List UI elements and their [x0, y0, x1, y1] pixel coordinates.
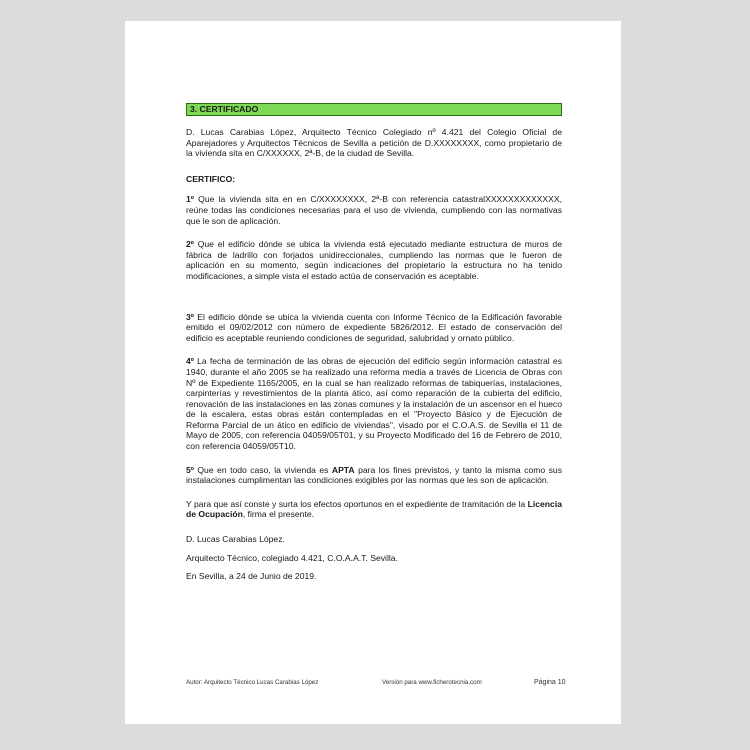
- item-text-after: para los fines previstos, y tanto la misma como sus instalaciones cumplimentan las condiciones exigibles por las normas que les son de aplicación.: [186, 464, 562, 486]
- signature-credentials: Arquitecto Técnico, colegiado 4.421, C.O.A.A.T. Sevilla.: [186, 552, 398, 563]
- certified-item-4: [186, 356, 562, 451]
- footer-author: Autor: Arquitecto Técnico Lucas Carabias López: [186, 679, 319, 686]
- licencia-emphasis: Licencia de Ocupación: [186, 498, 562, 520]
- signature-place-date: En Sevilla, a 24 de Junio de 2019.: [186, 571, 317, 582]
- signature-name: D. Lucas Carabias López.: [186, 534, 285, 545]
- item-text: El edificio dónde se ubica la vivienda cuenta con Informe Técnico de la Edificación favorable emitido el 09/02/2012 con número de expediente 5826/2012. El estado de conservación del edificio es aceptable reuniendo condiciones de seguridad, salubridad y ornato público.: [186, 311, 562, 343]
- item-number: 3º: [186, 311, 194, 322]
- document-page: [125, 21, 621, 724]
- certified-item-2: [186, 239, 562, 281]
- closing-paragraph: [186, 499, 562, 520]
- apta-emphasis: APTA: [331, 464, 355, 475]
- item-number: 2º: [186, 239, 194, 250]
- certified-item-1: [186, 194, 562, 226]
- item-text: Que la vivienda sita en en C/XXXXXXXX, 2ª-B con referencia catastralXXXXXXXXXXXXX, reúne todas las condiciones necesarias para el uso de vivienda, cumpliendo con las normativas que le son de aplicación.: [186, 194, 562, 226]
- footer-version: Versión para www.ficherotecnia.com: [382, 679, 482, 686]
- item-text: Que el edificio dónde se ubica la vivienda está ejecutado mediante estructura de muros de fábrica de ladrillo con forjados unidireccionales, cumpliendo las normas que le fueron de aplicación en su momento, según indicaciones del propietario la estructura no ha tenido modificaciones, a simple vista el estado actúa de conservación es aceptable.: [186, 239, 562, 281]
- document-content: [186, 103, 562, 590]
- item-text: La fecha de terminación de las obras de ejecución del edificio según información catastral es 1940, durante el año 2005 se ha realizado una reforma media a través de Licencia de Obras con Nº de Expediente 1165/2005, en la cual se han realizado reformas de tabiquerías, instalaciones, carpinterías y revestimientos de la planta ático, así como reparación de la cubierta del edificio, renovación de las instalaciones en las zonas comunes y la instalación de un ascensor en el hueco de la escalera, estas obras están contempladas en el "Proyecto Básico y de Ejecución de Reforma Parcial de un ático en edificio de viviendas", visado por el C.O.A.S. de Sevilla el 11 de Mayo de 2005, con referencia 04059/05T01, y su Proyecto Modificado del 16 de Febrero de 2010, con referencia 04059/05T10.: [186, 356, 562, 452]
- item-number: 5º: [186, 464, 194, 475]
- item-text-before: Que en todo caso, la vivienda es: [193, 464, 332, 475]
- item-number: 1º: [186, 194, 194, 205]
- closing-text-before: Y para que así conste y surta los efectos oportunos en el expediente de tramitación de la: [186, 498, 528, 509]
- section-title: 3. CERTIFICADO: [186, 103, 562, 116]
- closing-text-after: , firma el presente.: [242, 509, 314, 520]
- item-number: 4º: [186, 356, 194, 367]
- certifico-heading: CERTIFICO:: [186, 173, 236, 184]
- certified-item-5: [186, 465, 562, 486]
- footer-page-number: Página 10: [534, 678, 566, 686]
- intro-paragraph: D. Lucas Carabias López, Arquitecto Técnico Colegiado nº 4.421 del Colegio Oficial de Aparejadores y Arquitectos Técnicos de Sevilla a petición de D.XXXXXXXX, como propietario de la vivienda sita en C/XXXXXX, 2ª-B, de la ciudad de Sevilla.: [186, 127, 562, 159]
- certified-item-3: [186, 312, 562, 344]
